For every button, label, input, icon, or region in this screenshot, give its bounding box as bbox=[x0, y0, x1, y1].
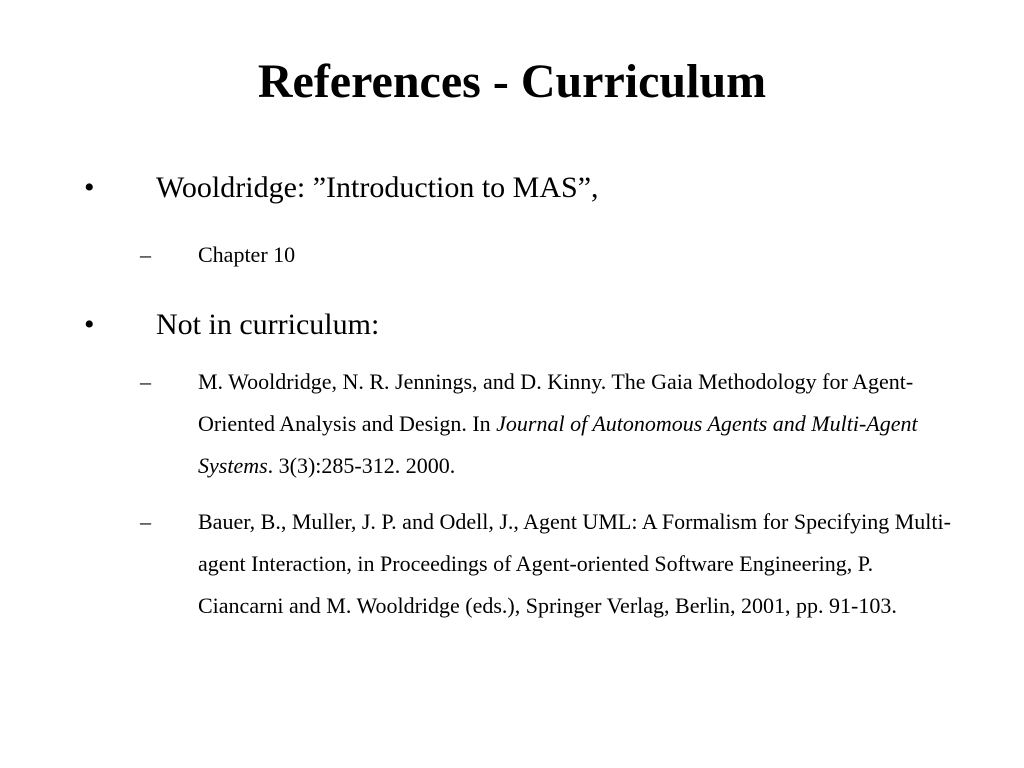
bullet-item-not-in-curriculum: Not in curriculum: bbox=[156, 308, 380, 341]
dash-icon: – bbox=[140, 369, 151, 394]
dash-icon: – bbox=[140, 509, 151, 534]
reference-agent-uml: Bauer, B., Muller, J. P. and Odell, J., Agent UML: A Formalism for Specifying Multi-agent Interaction, in Proceedings of Agent-oriented Software Engineering, P. Ciancarni and M. Wooldridge (eds.), Springer Verlag, Berlin, 2001, pp. 91-103. bbox=[198, 509, 951, 618]
reference-gaia-details: . 3(3):285-312. 2000. bbox=[267, 453, 456, 478]
bullet-item-wooldridge: Wooldridge: ”Introduction to MAS”, bbox=[156, 171, 599, 204]
dash-icon: – bbox=[140, 242, 151, 267]
slide-title: References - Curriculum bbox=[257, 55, 767, 108]
reference-gaia-text: M. Wooldridge, N. R. Jennings, and D. Kinny. The Gaia Methodology for Agent-Oriented Analysis and Design. In bbox=[198, 369, 914, 436]
subitem-chapter: Chapter 10 bbox=[198, 242, 296, 267]
bullet-icon: • bbox=[84, 308, 95, 341]
reference-gaia bbox=[198, 361, 958, 487]
reference-gaia-journal: Journal of Autonomous Agents and Multi-Agent Systems bbox=[198, 411, 918, 478]
bullet-icon: • bbox=[84, 171, 95, 204]
